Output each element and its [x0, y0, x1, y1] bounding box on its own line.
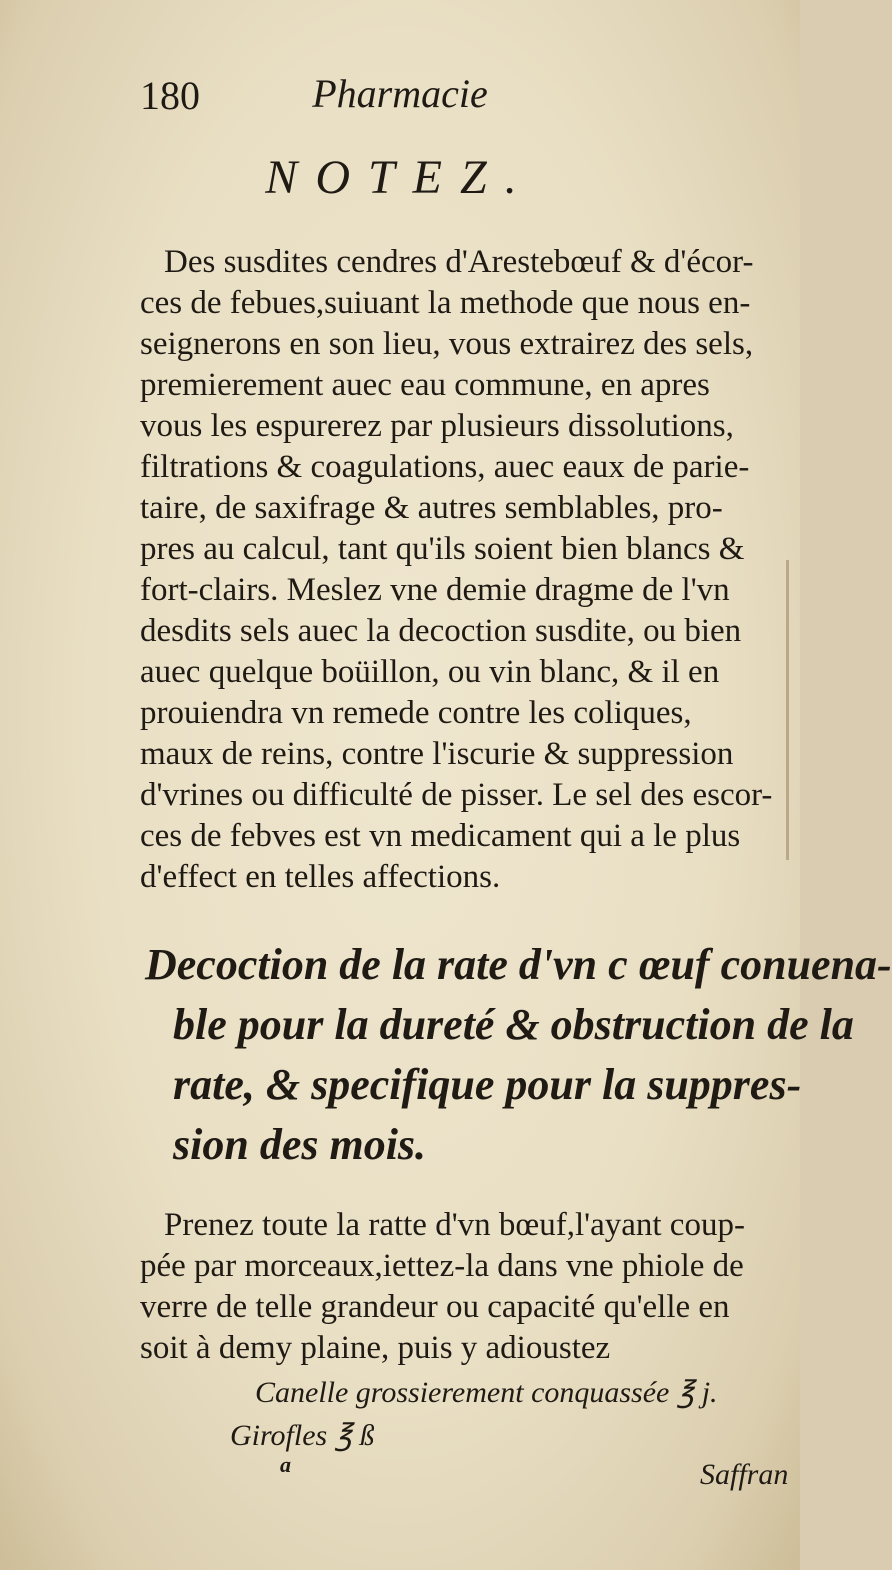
- text-line: maux de reins, contre l'iscurie & suppression: [140, 736, 734, 772]
- text-line: Prenez toute la ratte d'vn bœuf,l'ayant coup-: [164, 1207, 745, 1243]
- text-line: taire, de saxifrage & autres semblables, pro-: [140, 490, 723, 526]
- text-line: pres au calcul, tant qu'ils soient bien blancs &: [140, 531, 745, 567]
- recipe-heading: [145, 935, 892, 1175]
- signature-mark: a: [280, 1452, 291, 1477]
- page-edge-shadow: [786, 560, 789, 860]
- section-title: NOTEZ.: [265, 151, 535, 204]
- ingredient-line: Girofles ℥ ß: [230, 1419, 375, 1452]
- paragraph-recipe: [140, 1205, 780, 1369]
- text-line: fort-clairs. Meslez vne demie dragme de l'vn: [140, 572, 730, 608]
- text-line: soit à demy plaine, puis y adioustez: [140, 1330, 611, 1366]
- text-line: pée par morceaux,iettez-la dans vne phiole de: [140, 1248, 744, 1284]
- running-title: Pharmacie: [312, 71, 488, 116]
- text-line: seignerons en son lieu, vous extrairez des sels,: [140, 326, 754, 362]
- text-line: d'vrines ou difficulté de pisser. Le sel des escor-: [140, 777, 773, 813]
- text-line: vous les espurerez par plusieurs dissolutions,: [140, 408, 734, 444]
- heading-line: rate, & specifique pour la suppres-: [173, 1060, 802, 1109]
- text-line: desdits sels auec la decoction susdite, ou bien: [140, 613, 742, 649]
- text-line: ces de febves est vn medicament qui a le plus: [140, 818, 741, 854]
- text-line: verre de telle grandeur ou capacité qu'elle en: [140, 1289, 730, 1325]
- catchword: Saffran: [700, 1458, 789, 1491]
- text-line: Des susdites cendres d'Arestebœuf & d'écor-: [164, 244, 754, 280]
- ingredient-line: Canelle grossierement conquassée ℥ j.: [255, 1376, 718, 1409]
- heading-line: ble pour la dureté & obstruction de la: [173, 1000, 854, 1049]
- text-line: auec quelque boüillon, ou vin blanc, & il en: [140, 654, 720, 690]
- text-line: premierement auec eau commune, en apres: [140, 367, 710, 403]
- text-line: prouiendra vn remede contre les coliques,: [140, 695, 692, 731]
- paragraph-notez: [140, 242, 780, 898]
- text-line: ces de febues,suiuant la methode que nous en-: [140, 285, 751, 321]
- page-number: 180: [140, 73, 200, 118]
- heading-line: sion des mois.: [173, 1120, 427, 1169]
- text-line: d'effect en telles affections.: [140, 859, 501, 895]
- heading-line: Decoction de la rate d'vn c œuf conuena-: [145, 940, 892, 989]
- text-line: filtrations & coagulations, auec eaux de parie-: [140, 449, 750, 485]
